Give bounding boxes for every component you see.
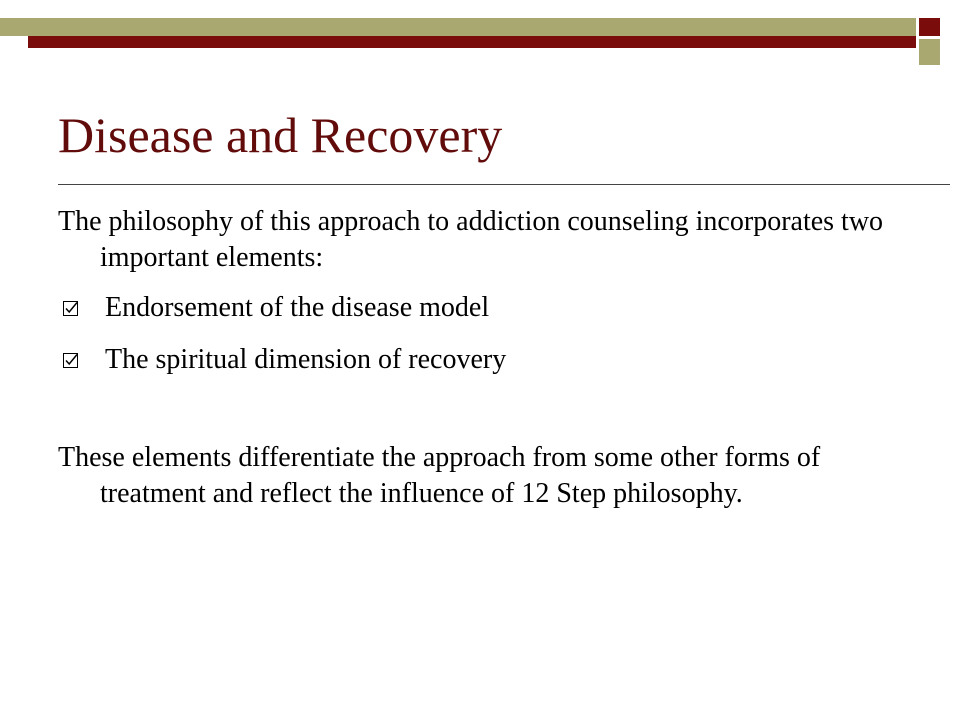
bullet-text: Endorsement of the disease model <box>105 292 490 323</box>
corner-square-maroon <box>919 18 940 36</box>
closing-paragraph: These elements differentiate the approach from some other forms of treatment and reflect the influence of 12 Step philosophy. <box>58 442 821 509</box>
header-bar-olive <box>0 18 916 36</box>
title-divider <box>58 184 950 185</box>
checkbox-checked-icon <box>58 301 82 316</box>
corner-square-olive <box>919 39 940 65</box>
intro-paragraph: The philosophy of this approach to addiction counseling incorporates two important elements: <box>58 206 884 273</box>
header-bar-maroon <box>28 36 916 48</box>
bullet-item <box>58 290 888 326</box>
bullet-item <box>58 342 888 378</box>
checkbox-checked-icon <box>58 353 82 368</box>
slide-title: Disease and Recovery <box>58 107 503 163</box>
bullet-text: The spiritual dimension of recovery <box>105 344 507 375</box>
